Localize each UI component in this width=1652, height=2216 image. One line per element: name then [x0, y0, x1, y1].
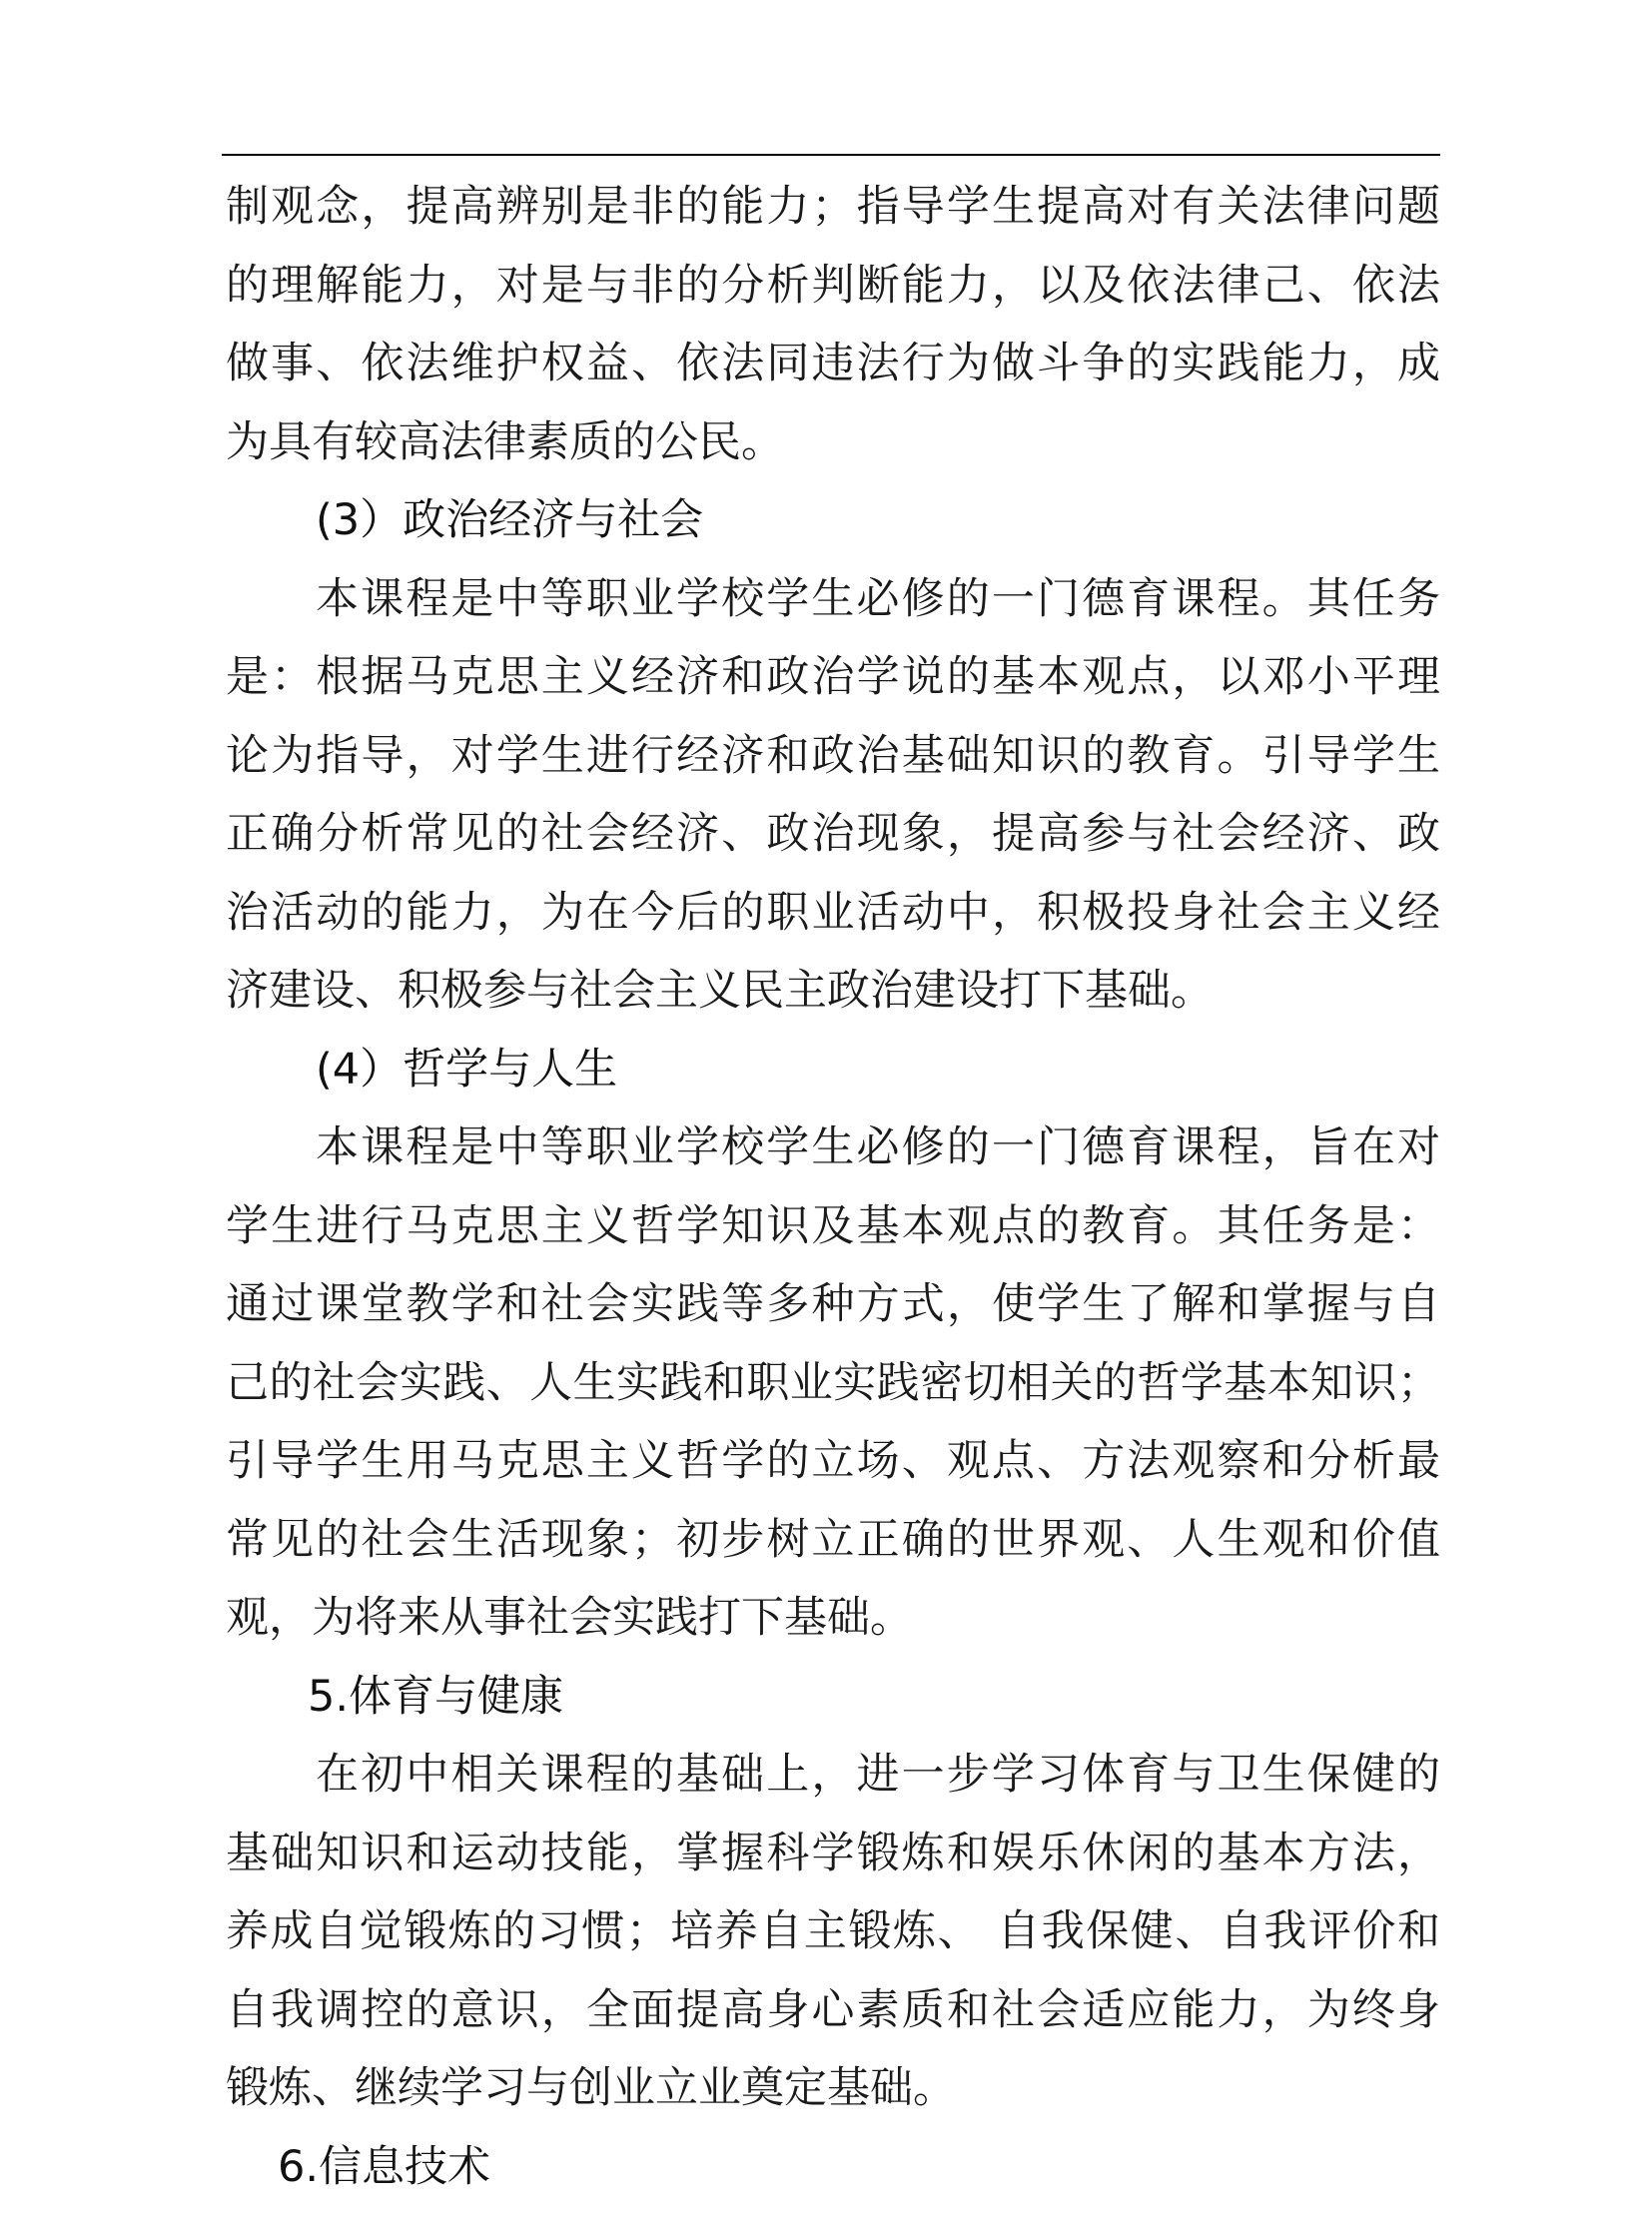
paragraph-politics-economy-society	[226, 560, 1440, 1031]
text-line: 做事、依法维护权益、依法同违法行为做斗争的实践能力，成	[226, 339, 1440, 388]
text-line: 引导学生用马克思主义哲学的立场、观点、方法观察和分析最	[226, 1436, 1440, 1486]
paragraph-pe-health	[226, 1736, 1440, 2128]
text-line: 本课程是中等职业学校学生必修的一门德育课程，旨在对	[316, 1122, 1440, 1172]
text-line: 济建设、积极参与社会主义民主政治建设打下基础。	[226, 966, 1214, 1016]
text-line: 学生进行马克思主义哲学知识及基本观点的教育。其任务是：	[226, 1200, 1440, 1251]
text-line: 养成自觉锻炼的习惯；培养自主锻炼、 自我保健、自我评价和	[226, 1906, 1440, 1956]
text-line: 治活动的能力，为在今后的职业活动中，积极投身社会主义经	[226, 887, 1440, 938]
paragraph-legal-awareness	[226, 168, 1440, 481]
section-heading-pe-health: 5.体育与健康	[308, 1671, 564, 1722]
text-line: 观，为将来从事社会实践打下基础。	[226, 1593, 913, 1643]
text-line: 常见的社会生活现象；初步树立正确的世界观、人生观和价值	[226, 1514, 1440, 1565]
text-line: 己的社会实践、人生实践和职业实践密切相关的哲学基本知识；	[226, 1357, 1440, 1408]
header-rule	[222, 154, 1440, 156]
text-line: 在初中相关课程的基础上，进一步学习体育与卫生保健的	[316, 1750, 1440, 1800]
section-heading-politics-economy-society: (3）政治经济与社会	[316, 495, 704, 545]
text-line: 基础知识和运动技能，掌握科学锻炼和娱乐休闲的基本方法，	[226, 1828, 1440, 1878]
text-line: 的理解能力，对是与非的分析判断能力，以及依法律己、依法	[226, 260, 1440, 311]
text-line: 是：根据马克思主义经济和政治学说的基本观点，以邓小平理	[226, 652, 1440, 702]
text-line: 通过课堂教学和社会实践等多种方式，使学生了解和掌握与自	[226, 1279, 1440, 1329]
text-line: 自我调控的意识，全面提高身心素质和社会适应能力，为终身	[226, 1984, 1440, 2035]
section-heading-information-technology: 6.信息技术	[278, 2141, 491, 2192]
paragraph-philosophy-life	[226, 1108, 1440, 1658]
text-line: 论为指导，对学生进行经济和政治基础知识的教育。引导学生	[226, 730, 1440, 781]
text-line: 本课程是中等职业学校学生必修的一门德育课程。其任务	[316, 573, 1440, 624]
document-body	[226, 168, 1440, 2206]
text-line: 为具有较高法律素质的公民。	[226, 416, 784, 467]
text-line: 锻炼、继续学习与创业立业奠定基础。	[226, 2063, 956, 2113]
section-heading-philosophy-life: (4）哲学与人生	[316, 1044, 618, 1095]
text-line: 正确分析常见的社会经济、政治现象，提高参与社会经济、政	[226, 809, 1440, 859]
text-line: 制观念，提高辨别是非的能力；指导学生提高对有关法律问题	[226, 182, 1440, 232]
